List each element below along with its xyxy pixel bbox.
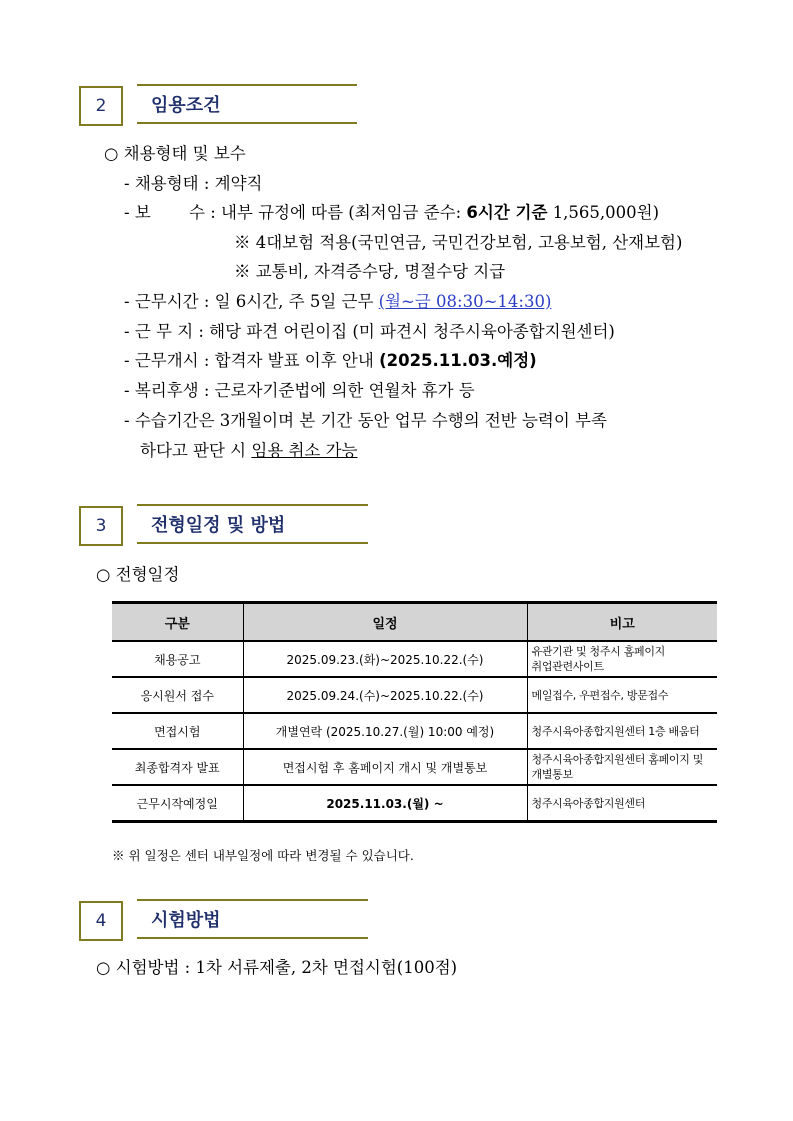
table-header-row <box>112 603 717 642</box>
cell-remarks-line: 청주시육아종합지원센터 <box>531 796 646 810</box>
work-hours <box>124 291 551 313</box>
probation-text: 하다고 판단 시 <box>140 441 252 460</box>
cell-remarks-line: 유관기관 및 청주시 홈페이지 <box>531 645 666 658</box>
schedule-table <box>112 601 717 823</box>
probation-line-2 <box>140 440 358 462</box>
cell-category: 응시원서 접수 <box>112 677 243 713</box>
schedule-item: ○ 전형일정 <box>96 565 180 584</box>
cell-remarks-line: 개별통보 <box>531 768 573 781</box>
work-hours-text: - 근무시간 : 일 6시간, 주 5일 근무 <box>124 292 379 311</box>
header-schedule: 일정 <box>243 603 527 642</box>
header-remarks: 비고 <box>527 603 717 642</box>
table-row <box>112 713 717 749</box>
welfare: - 복리후생 : 근로자기준법에 의한 연월차 휴가 등 <box>124 381 475 400</box>
cell-schedule: 2025.09.23.(화)~2025.10.22.(수) <box>243 641 527 677</box>
work-start <box>124 350 537 372</box>
cell-remarks-line: 취업관련사이트 <box>531 660 604 673</box>
pay-bold: 6시간 기준 <box>466 203 548 222</box>
cell-remarks-line: 메일접수, 우편접수, 방문접수 <box>531 688 669 702</box>
pay-amount: 1,565,000원) <box>547 203 660 222</box>
section-4-title: 시험방법 <box>137 899 368 939</box>
exam-method: ○ 시험방법 : 1차 서류제출, 2차 면접시험(100점) <box>96 958 458 977</box>
table-row <box>112 785 717 822</box>
cell-schedule: 면접시험 후 홈페이지 개시 및 개별통보 <box>243 749 527 785</box>
section-4-number: 4 <box>79 901 123 941</box>
allowance-note: ※ 교통비, 자격증수당, 명절수당 지급 <box>234 262 506 281</box>
section-3-title: 전형일정 및 방법 <box>137 504 368 544</box>
cell-schedule: 2025.11.03.(월) ~ <box>243 785 527 822</box>
cell-schedule: 2025.09.24.(수)~2025.10.22.(수) <box>243 677 527 713</box>
cell-remarks <box>527 713 717 749</box>
cell-category: 근무시작예정일 <box>112 785 243 822</box>
cell-remarks-line: 청주시육아종합지원센터 1층 배움터 <box>531 724 700 738</box>
employment-type: - 채용형태 : 계약직 <box>124 174 263 193</box>
work-place: - 근 무 지 : 해당 파견 어린이집 (미 파견시 청주시육아종합지원센터) <box>124 322 615 341</box>
table-row <box>112 677 717 713</box>
employment-item: ○ 채용형태 및 보수 <box>104 144 246 163</box>
insurance-note: ※ 4대보험 적용(국민연금, 국민건강보험, 고용보험, 산재보험) <box>234 233 683 252</box>
pay-line <box>124 202 659 224</box>
pay-text: - 보 수 : 내부 규정에 따름 (최저임금 준수: <box>124 203 467 222</box>
probation-line-1: - 수습기간은 3개월이며 본 기간 동안 업무 수행의 전반 능력이 부족 <box>124 411 607 430</box>
table-row <box>112 641 717 677</box>
work-start-text: - 근무개시 : 합격자 발표 이후 안내 <box>124 351 380 370</box>
work-hours-link[interactable]: (월~금 08:30~14:30) <box>378 292 552 311</box>
probation-cancel: 임용 취소 가능 <box>251 441 358 460</box>
cell-remarks <box>527 785 717 822</box>
cell-category: 최종합격자 발표 <box>112 749 243 785</box>
cell-remarks <box>527 641 717 677</box>
section-2-title: 임용조건 <box>137 84 357 124</box>
cell-schedule: 개별연락 (2025.10.27.(월) 10:00 예정) <box>243 713 527 749</box>
cell-remarks <box>527 677 717 713</box>
section-3-number: 3 <box>79 506 123 546</box>
cell-remarks-line: 청주시육아종합지원센터 홈페이지 및 <box>531 753 704 766</box>
cell-category: 채용공고 <box>112 641 243 677</box>
cell-category: 면접시험 <box>112 713 243 749</box>
schedule-footnote: ※ 위 일정은 센터 내부일정에 따라 변경될 수 있습니다. <box>112 848 414 863</box>
header-category: 구분 <box>112 603 243 642</box>
table-row <box>112 749 717 785</box>
work-start-date: (2025.11.03.예정) <box>379 351 537 370</box>
section-2-number: 2 <box>79 86 123 126</box>
cell-remarks <box>527 749 717 785</box>
